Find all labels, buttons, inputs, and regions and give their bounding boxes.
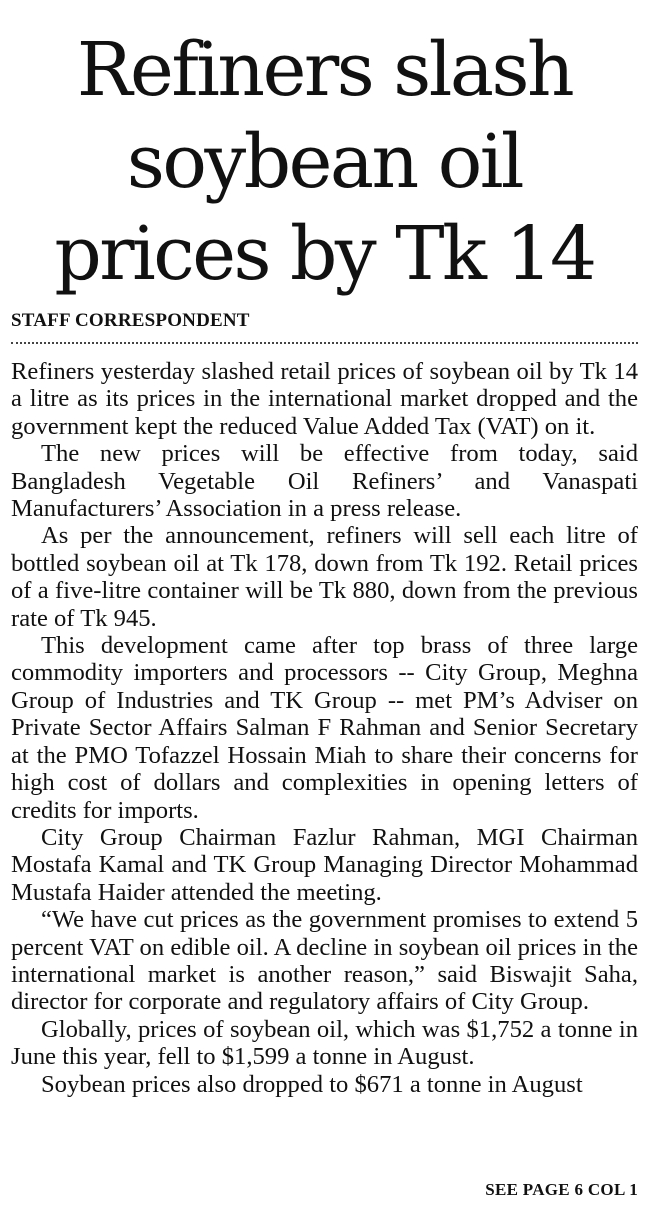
article-body xyxy=(11,358,638,1098)
paragraph-4: This development came after top brass of three large commodity importers and processors -- City Group, Meghna Group of Industries and TK Group -- met PM’s Adviser on Private Sector Affairs Salman F Rahman and Senior Secretary at the PMO Tofazzel Hossain Miah to share their concerns for high cost of dollars and complexities in opening letters of credits for imports. xyxy=(11,632,638,824)
dotted-divider xyxy=(11,342,638,344)
paragraph-3: As per the announcement, refiners will sell each litre of bottled soybean oil at Tk 178, down from Tk 192. Retail prices of a five-litre container will be Tk 880, down from the previous rate of Tk 945. xyxy=(11,522,638,632)
continuation-note: SEE PAGE 6 COL 1 xyxy=(485,1180,638,1199)
headline-line-2: soybean oil xyxy=(126,119,523,205)
paragraph-6: “We have cut prices as the government promises to extend 5 percent VAT on edible oil. A decline in soybean oil prices in the international market is another reason,” said Biswajit Saha, director for corporate and regulatory affairs of City Group. xyxy=(11,906,638,1016)
byline: STAFF CORRESPONDENT xyxy=(11,310,250,331)
headline-line-3: prices by Tk 14 xyxy=(54,211,595,297)
paragraph-5: City Group Chairman Fazlur Rahman, MGI Chairman Mostafa Kamal and TK Group Managing Director Mohammad Mustafa Haider attended the meeting. xyxy=(11,823,638,906)
paragraph-7: Globally, prices of soybean oil, which was $1,752 a tonne in June this year, fell to $1,599 a tonne in August. xyxy=(11,1015,638,1071)
paragraph-2: The new prices will be effective from today, said Bangladesh Vegetable Oil Refiners’ and Vanaspati Manufacturers’ Association in a press release. xyxy=(11,440,638,523)
paragraph-1: Refiners yesterday slashed retail prices of soybean oil by Tk 14 a litre as its prices in the international market dropped and the government kept the reduced Value Added Tax (VAT) on it. xyxy=(11,358,638,440)
paragraph-8: Soybean prices also dropped to $671 a tonne in August xyxy=(41,1070,583,1098)
headline xyxy=(0,24,649,300)
headline-line-1: Refiners slash xyxy=(76,27,573,113)
